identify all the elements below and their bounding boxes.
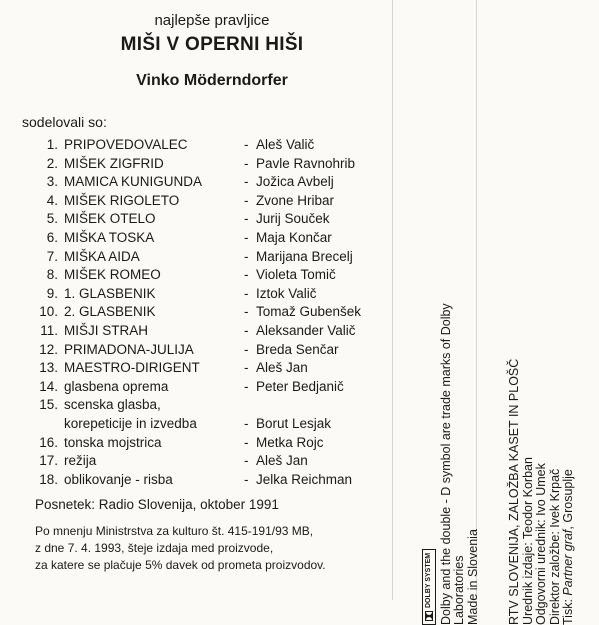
publisher-line: Direktor založbe: Ivek Krpač [547,468,562,625]
cast-role: MIŠEK ROMEO [64,267,161,283]
cast-heading: sodelovali so: [22,114,107,130]
cast-number: 2. [46,155,58,171]
tax-notice-line: Po mnenju Ministrstva za kulturo št. 415-191/93 MB, [35,524,314,538]
dolby-line: Dolby and the double - D symbol are trade marks of Dolby [438,303,453,625]
printer-location: , Grosuplje [561,469,575,530]
dolby-logo-box [422,549,436,625]
cast-role: MIŠJI STRAH [64,322,149,338]
dolby-logo [422,303,437,625]
cast-dash: - [244,137,249,152]
publisher-block [508,359,576,625]
tax-notice-line: za katere se plačuje 5% davek od prometa proizvodov. [35,557,326,572]
cast-dash: - [244,248,249,264]
cast-number: 7. [46,248,58,264]
cast-dash: - [244,453,249,469]
cast-dash: - [244,341,249,357]
cast-row [22,285,382,304]
dolby-line: Laboratories [452,555,466,625]
print-label: Tisk: [561,595,575,625]
cast-dash: - [244,174,249,190]
cast-number: 3. [46,174,58,190]
cast-row [22,155,382,174]
cast-number: 8. [46,267,58,283]
cast-name: Iztok Valič [256,285,317,301]
tax-notice [35,523,326,573]
cast-name: Jelka Reichman [256,471,353,487]
cast-number: 14. [39,378,58,394]
cast-role: 1. GLASBENIK [64,285,156,301]
cast-role: scenska glasba, [64,397,161,413]
recording-info: Posnetek: Radio Slovenija, oktober 1991 [35,497,279,512]
cast-dash: - [244,285,249,301]
cast-role: 2. GLASBENIK [64,304,156,320]
cast-name: Metka Rojc [256,434,324,450]
cast-name: Peter Bedjanič [256,378,344,394]
publisher-print-line [562,359,576,625]
cast-dash [244,396,256,415]
cast-dash: - [244,378,249,394]
cast-role: MIŠEK ZIGFRID [64,155,164,171]
cast-number: 1. [46,137,58,152]
subtitle: najlepše pravljice [154,12,270,29]
cast-row [22,210,382,229]
tax-notice-line: z dne 7. 4. 1993, šteje izdaja med proizvode, [35,540,274,555]
cast-number: 13. [39,360,58,376]
cast-name: Aleksander Valič [256,322,356,338]
cast-name: Maja Končar [256,229,332,245]
rotated-credits [422,125,599,625]
cast-dash: - [244,322,249,338]
cast-name: Aleš Valič [256,137,315,152]
cast-row [22,303,382,322]
cast-dash: - [244,267,249,283]
cast-dash: - [244,211,249,227]
cast-name: Zvone Hribar [256,192,335,208]
cast-row [22,471,382,490]
cast-row [22,136,382,155]
cast-number: 5. [46,211,58,227]
cast-number: 6. [46,229,58,245]
cast-role: oblikovanje - risba [64,471,173,487]
cast-name: Violeta Tomič [256,267,336,283]
cast-role: korepeticije in izvedba [64,415,197,431]
cast-name: Marijana Brecelj [256,248,353,264]
cast-name: Pavle Ravnohrib [256,155,356,171]
cast-dash: - [244,155,249,171]
cast-number: 12. [39,341,58,357]
cast-dash: - [244,229,249,245]
cast-role: glasbena oprema [64,378,169,394]
cast-row [22,434,382,453]
dolby-line: Made in Slovenia [465,529,480,625]
cast-row [22,359,382,378]
cast-list [22,136,382,489]
cast-row [22,378,382,397]
cast-number: 18. [39,471,58,487]
cast-dash: - [244,434,249,450]
cast-number: 15. [39,397,58,413]
cast-number: 11. [40,322,58,338]
cast-dash: - [244,415,249,431]
cast-dash: - [244,192,249,208]
dolby-double-d-icon [425,611,433,621]
cast-role: tonska mojstrica [64,434,162,450]
cast-role: MAMICA KUNIGUNDA [64,174,203,190]
printer-name: Partner graf [561,529,575,596]
cast-name: Tomaž Gubenšek [256,304,362,320]
cast-name: Jožica Avbelj [256,174,334,190]
cast-row [22,248,382,267]
cast-number: 16. [39,434,58,450]
cast-dash: - [244,471,249,487]
cast-role: režija [64,453,97,469]
cast-name: Aleš Jan [256,453,308,469]
album-title: MIŠI V OPERNI HIŠI [120,34,304,55]
publisher-line: Odgovorni urednik: Ivo Umek [534,463,548,625]
cast-name: Breda Senčar [256,341,339,357]
cast-name: Jurij Souček [256,211,330,227]
publisher-name: RTV SLOVENIJA, ZALOŽBA KASET IN PLOŠČ [507,358,521,625]
cast-row [22,229,382,248]
dolby-logo-text: DOLBY SYSTEM [425,552,433,608]
publisher-line: Urednik izdaje: Teodor Korban [520,457,535,625]
cast-name: Borut Lesjak [256,415,332,431]
cast-number [22,415,64,434]
cast-dash: - [244,304,249,320]
cast-row [22,192,382,211]
cast-role: MIŠKA AIDA [64,248,140,264]
cast-role: MIŠKA TOSKA [64,229,155,245]
cast-row [22,415,382,434]
cast-row [22,322,382,341]
cast-row [22,396,382,415]
cast-role: MIŠEK RIGOLETO [64,192,180,208]
cast-row [22,452,382,471]
author: Vinko Möderndorfer [136,72,288,89]
cast-row [22,266,382,285]
cast-number: 9. [46,285,58,301]
cast-number: 4. [46,192,58,208]
cast-name: Aleš Jan [256,360,308,376]
dolby-block [422,303,480,625]
cast-row [22,341,382,360]
cast-number: 10. [39,304,58,320]
fold-line-left [392,0,393,600]
cast-role: PRIMADONA-JULIJA [64,341,194,357]
cast-role: MAESTRO-DIRIGENT [64,360,200,376]
cast-dash: - [244,360,249,376]
cast-row [22,173,382,192]
cast-role: MIŠEK OTELO [64,211,156,227]
cast-number: 17. [39,453,58,469]
cast-role: PRIPOVEDOVALEC [64,137,188,152]
